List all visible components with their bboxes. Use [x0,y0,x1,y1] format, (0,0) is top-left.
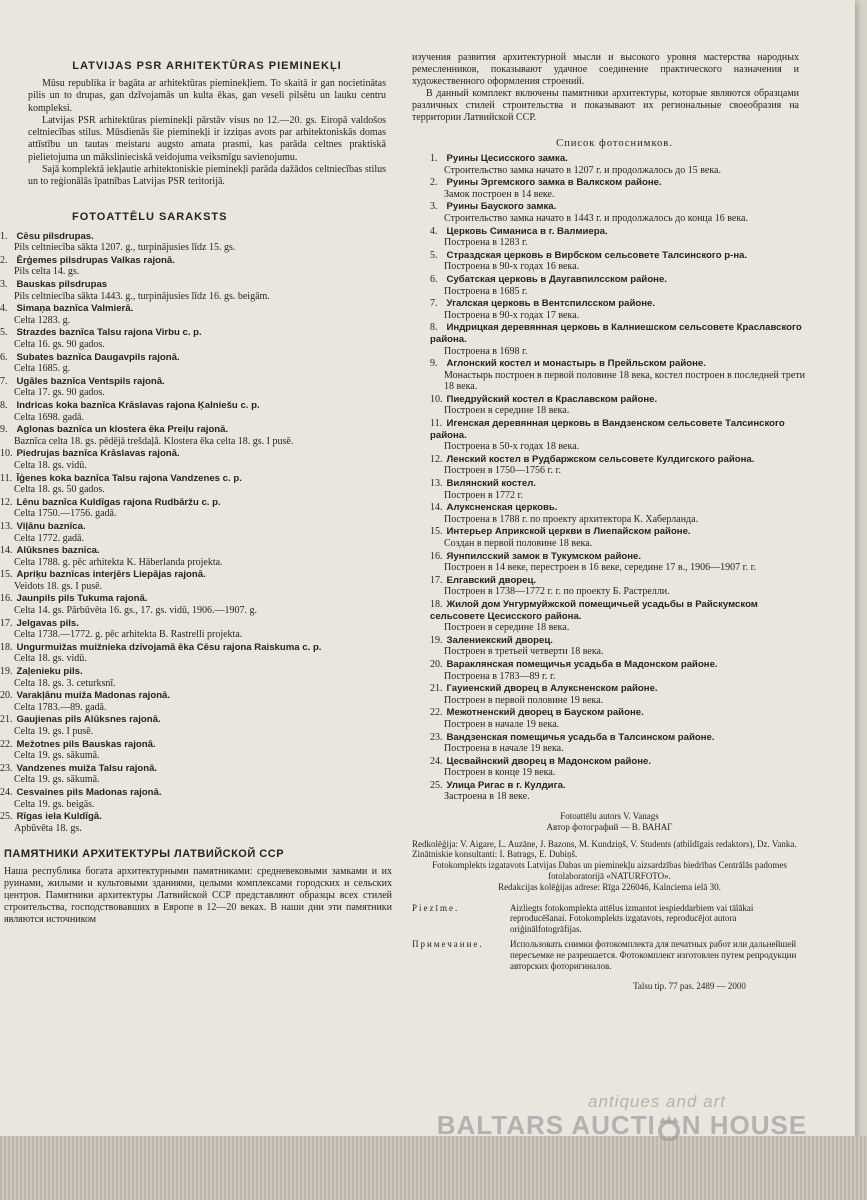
item-number: 6. [0,351,8,363]
item-description: Монастырь построен в первой половине 18 века, костел построен в последней трети 18 века. [444,369,806,393]
russian-intro [0,848,400,926]
editorial-address: Redakcijas kolēģijas adrese: Rīga 226046, Kalnciema ielā 30. [498,881,721,892]
latvian-photo-list [0,231,400,835]
list-item [430,756,807,779]
list-item [430,250,807,273]
item-title: Ugāles baznīca Ventspils rajonā. [16,375,165,387]
russian-list-heading: Список фотоснимков. [556,138,673,149]
item-description: Celta 16. gs. 90 gados. [14,339,105,351]
item-number: 23. [430,731,443,743]
list-item [430,298,807,321]
item-title: Руины Цесисского замка. [446,153,568,164]
list-item [0,473,400,496]
credits-block [412,811,807,893]
item-title: Aglonas baznīca un klostera ēka Preiļu rajonā. [16,424,229,436]
item-title: Īģenes koka baznīca Talsu rajona Vandzenes c. p. [16,472,242,484]
item-number: 25. [0,811,13,823]
latvian-heading: LATVIJAS PSR ARHITEKTŪRAS PIEMINEKĻI [72,60,342,72]
item-number: 15. [0,569,13,581]
list-item [0,666,400,689]
item-number: 25. [430,779,443,791]
left-column [0,60,400,926]
list-item [430,683,807,706]
latvian-paragraph-3: Sajā komplektā iekļautie arhitektoniskie pieminekļi parāda dažādos celtniecības stilus un to reģionālās īpatnības Latvijas PSR teritorijā. [28,164,386,188]
item-description: Celta 18. gs. vidū. [14,459,87,471]
photo-author-lv: Fotoattēlu autors V. Vanags [560,811,659,822]
item-number: 9. [0,424,8,436]
item-number: 16. [430,550,443,562]
list-item [0,327,400,350]
item-description: Создан в первой половине 18 века. [444,538,593,549]
item-title: Ungurmuižas muižnieka dzīvojamā ēka Cēsu rajona Raiskuma c. p. [16,641,322,653]
list-item [0,739,400,762]
item-description: Построен в конце 19 века. [444,767,556,779]
latvian-paragraph-1: Mūsu republika ir bagāta ar arhitektūras pieminekļiem. To skaitā ir gan nocietinātas pilis un to drupas, gan dzīvojamās un kulta ēkas, gan veseli pilsētu un lauku centru kompleksi. [28,78,386,114]
item-number: 2. [430,177,438,189]
note-text-lv: Aizliegts fotokomplekta attēlus izmantot iespieddarbiem vai tālākai reproducēšanai. Fotokomplekts izgatavots, reproducējot autora oriģinālfotogrāfijas. [510,902,754,935]
item-number: 15. [430,526,443,538]
item-description: Построен в первой половине 19 века. [444,694,604,706]
notes-block [412,903,807,972]
item-description: Celta 19. gs. I pusē. [14,726,94,738]
item-description: Построен в 1772 г. [444,489,524,501]
item-number: 17. [430,574,443,586]
list-item [0,763,400,786]
note-label-lv: Piezīme. [412,902,460,913]
item-title: Cēsu pilsdrupas. [16,230,94,242]
item-number: 12. [430,453,443,465]
item-description: Celta 1685. g. [14,363,71,375]
background-fabric [0,1136,867,1200]
item-title: Alūksnes baznīca. [16,545,100,557]
russian-heading: ПАМЯТНИКИ АРХИТЕКТУРЫ ЛАТВИЙСКОЙ ССР [4,848,285,861]
printing-imprint: Talsu tip. 77 pas. 2489 — 2000 [633,981,746,992]
item-number: 8. [430,322,438,334]
item-description: Celta 1772. gadā. [14,532,84,544]
list-item [0,400,400,423]
produced-by: Fotokomplekts izgatavots Latvijas Dabas un pieminekļu aizsardzības biedrības Centrālās padomes fotolaboratorijā «NATURFOTO». [432,860,787,882]
item-description: Pils celta 14. gs. [14,266,80,278]
item-number: 23. [0,762,13,774]
list-item [430,659,807,682]
item-title: Жилой дом Унгурмуйжской помещичьей усадьбы в Райскумском сельсовете Цесисского района. [430,598,758,622]
item-description: Построена в 1788 г. по проекту архитектора К. Хаберланда. [444,513,699,525]
item-number: 18. [0,641,13,653]
list-item [430,526,807,549]
photo-author-ru: Автор фотографий — В. ВАНАГ [546,821,673,832]
list-item [0,811,400,834]
item-number: 20. [430,658,443,670]
item-title: Simaņa baznīca Valmierā. [16,303,134,315]
item-number: 7. [0,375,8,387]
item-title: Залениекский дворец. [446,634,553,646]
item-description: Pils celtniecība sākta 1443. g., turpinājusies līdz 16. gs. beigām. [14,290,270,302]
list-item [0,497,400,520]
item-number: 19. [0,666,13,678]
list-item [430,418,807,453]
russian-paragraph-2: В данный комплект включены памятники архитектуры, которые являются образцами различных стилей строительства и показывают их региональные своеобразия на территории Латвийской ССР. [412,88,799,123]
list-item [430,153,807,176]
item-number: 1. [0,230,8,242]
item-description: Построена в 1783—89 г. г. [444,670,556,682]
item-description: Построен в 1738—1772 г. г. по проекту Б. Растрелли. [444,586,670,598]
item-number: 22. [430,707,443,719]
item-title: Игенская деревянная церковь в Вандзенском сельсовете Талсинского района. [430,418,785,441]
editorial-board: Redkolēģija: V. Aigare, L. Auzāne, J. Bazons, M. Kundziņš, V. Students (atbildīgais redaktors), Dz. Vanka. [412,838,797,849]
item-description: Застроена в 18 веке. [444,791,530,803]
item-number: 3. [430,201,438,213]
item-description: Celta 1788. g. pēc arhitekta K. Hāberlanda projekta. [14,556,223,568]
item-number: 5. [430,249,438,261]
item-description: Построена в 1283 г. [444,237,528,249]
item-title: Apriķu baznīcas interjērs Liepājas rajonā. [16,569,206,581]
list-item [0,569,400,592]
item-title: Viļānu baznīca. [16,520,86,532]
list-item [0,448,400,471]
list-item [430,502,807,525]
watermark-title-part-2: N HOUSE [681,1110,808,1140]
list-item [0,521,400,544]
list-item [430,551,807,574]
item-number: 14. [0,545,13,557]
item-description: Построена в 90-х годах 17 века. [444,309,580,321]
item-number: 20. [0,690,13,702]
item-title: Гауиенский дворец в Алуксненском районе. [446,683,658,695]
item-number: 3. [0,279,8,291]
item-title: Интерьер Априкской церкви в Лиепайском районе. [446,526,691,538]
item-title: Cesvaines pils Madonas rajonā. [16,786,162,798]
item-title: Вилянский костел. [446,478,536,490]
item-title: Gaujienas pils Alūksnes rajonā. [16,714,161,726]
item-title: Улица Ригас в г. Кулдига. [446,779,566,791]
list-item [0,690,400,713]
item-number: 10. [0,448,13,460]
item-title: Цесвайнский дворец в Мадонском районе. [446,755,652,767]
right-column [412,52,807,991]
item-number: 5. [0,327,8,339]
crown-icon [656,1113,682,1141]
list-item [430,575,807,598]
list-item [0,642,400,665]
item-description: Построен в середине 18 века. [444,405,570,417]
list-item [430,226,807,249]
item-number: 19. [430,634,443,646]
item-description: Celta 17. gs. 90 gados. [14,387,105,399]
item-title: Угалская церковь в Вентспилсском районе. [446,298,656,310]
item-title: Руины Бауского замка. [446,201,557,213]
list-item [430,201,807,224]
item-title: Ērģemes pilsdrupas Valkas rajonā. [16,254,175,266]
item-description: Построен в третьей четверти 18 века. [444,646,604,658]
item-number: 1. [430,153,438,164]
item-title: Subates baznīca Daugavpils rajonā. [16,351,180,363]
item-description: Celta 18. gs. vidū. [14,653,87,665]
item-title: Пиедруйский костел в Краславском районе. [446,393,658,405]
item-title: Jelgavas pils. [16,617,79,629]
watermark-title [372,1110,867,1141]
list-item [0,618,400,641]
list-item [430,177,807,200]
item-description: Apbūvēta 18. gs. [14,822,82,834]
item-description: Baznīca celta 18. gs. pēdējā trešdaļā. Klostera ēka celta 18. gs. I pusē. [14,435,294,447]
item-title: Межотненский дворец в Бауском районе. [446,707,644,719]
list-item [430,394,807,417]
item-number: 12. [0,496,13,508]
item-description: Построена в 1698 г. [444,345,528,357]
auction-watermark [372,1092,867,1141]
item-title: Vandzenes muiža Talsu rajonā. [16,762,158,774]
item-title: Varakļānu muiža Madonas rajonā. [16,690,171,702]
item-title: Zaļenieku pils. [16,666,83,678]
item-title: Rīgas iela Kuldīgā. [16,811,102,823]
list-item [0,352,400,375]
item-title: Strazdes baznīca Talsu rajona Virbu c. p. [16,327,202,339]
item-title: Jaunpils pils Tukuma rajonā. [16,593,148,605]
list-item [430,599,807,634]
item-title: Руины Эргемского замка в Валкском районе. [446,177,662,189]
item-number: 21. [0,714,13,726]
item-description: Строительство замка начато в 1443 г. и продолжалось до конца 16 века. [444,212,748,224]
item-number: 18. [430,598,443,610]
latvian-paragraph-2: Latvijas PSR arhitektūras pieminekļi pārstāv visus no 12.—20. gs. Eiropā valdošos celtniecības stilus. Mūsdienās šie pieminekļi ir izziņas avots par arhitektoniskās domas attīstību un tautas meistaru augsto amata prasmi, kas parāda celtnes praktiskā pielietojuma un mākslinieciskā veidojuma veiksmīgu savienojumu. [28,114,386,163]
item-description: Построен в середине 18 века. [444,622,570,634]
note-text-ru: Использовать снимки фотокомплекта для печатных работ или дальнейшей пересъемке не разрешается. Фотокомплект изготовлен путем репродукции авторских фоторигиналов. [510,939,797,971]
item-description: Celta 1283. g. [14,314,71,326]
item-number: 22. [0,738,13,750]
item-description: Celta 18. gs. 50 gados. [14,484,105,496]
item-description: Построена в начале 19 века. [444,743,564,755]
list-item [0,545,400,568]
item-number: 2. [0,254,8,266]
list-item [430,707,807,730]
list-item [0,593,400,616]
item-number: 13. [0,520,13,532]
list-item [430,322,807,357]
latvian-list-heading: FOTOATTĒLU SARAKSTS [72,210,228,223]
item-description: Построен в 14 веке, перестроен в 16 веке, середине 17 в., 1906—1907 г. г. [444,562,757,574]
item-description: Построена в 50-х годах 18 века. [444,441,580,453]
russian-paragraph-continued: изучения развития архитектурной мысли и высокого уровня мастерства народных ремесленников, показывают удачное соединение практического назначения и художественного оформления строений. [412,52,799,87]
item-title: Lēnu baznīca Kuldīgas rajona Rudbāržu c. p. [16,496,221,508]
item-title: Вандзенская помещичья усадьба в Талсинском районе. [446,731,715,743]
item-number: 24. [0,786,13,798]
scientific-consultants: Zinātniskie konsultanti: I. Batrags, E. Dubiņš. [412,849,578,860]
item-description: Построена в 90-х годах 16 века. [444,261,580,273]
item-title: Страздская церковь в Вирбском сельсовете Талсинского р-на. [446,249,748,261]
item-title: Аглонский костел и монастырь в Прейльском районе. [446,358,706,370]
item-description: Celta 19. gs. sākumā. [14,774,100,786]
item-number: 13. [430,478,443,490]
list-item [430,635,807,658]
item-number: 7. [430,298,438,310]
item-number: 4. [0,303,8,315]
russian-photo-list [412,153,807,803]
item-number: 24. [430,755,443,767]
watermark-tagline: antiques and art [588,1092,726,1111]
item-title: Indricas koka baznīca Krāslavas rajona Ķalniešu c. p. [16,399,260,411]
item-description: Построена в 1685 г. [444,285,528,297]
item-title: Алуксненская церковь. [446,502,558,514]
item-description: Построен в 1750—1756 г. г. [444,465,561,477]
list-item [430,454,807,477]
item-description: Celta 14. gs. Pārbūvēta 16. gs., 17. gs. vidū, 1906.—1907. g. [14,605,258,617]
item-description: Pils celtniecība sākta 1207. g., turpinājusies līdz 15. gs. [14,242,236,254]
item-number: 6. [430,273,438,285]
list-item [430,780,807,803]
item-title: Яунпилсский замок в Тукумском районе. [446,550,642,562]
item-title: Piedrujas baznīca Krāslavas rajonā. [16,448,180,460]
item-title: Вараклянская помещичья усадьба в Мадонском районе. [446,658,718,670]
item-description: Замок построен в 14 веке. [444,188,555,200]
list-item [0,303,400,326]
item-number: 9. [430,358,438,370]
item-title: Елгавский дворец. [446,574,537,586]
list-item [0,424,400,447]
item-description: Строительство замка начато в 1207 г. и продолжалось до 15 века. [444,164,721,176]
item-title: Индрицкая деревянная церковь в Калниешском сельсовете Краславского района. [430,322,802,345]
list-item [430,358,807,393]
list-item [0,255,400,278]
russian-paragraph-1: Наша республика богата архитектурными памятниками: средневековыми замками и их руинами, жилыми и культовыми зданиями, целыми комплексами городских и сельских центров. Памятники архитектуры Латвийской ССР представляют образцы всех стилей строительства, господствовавших в Европе в 12—20 веках. В наши дни эти памятники являются источником [4,866,392,926]
item-description: Celta 1750.—1756. gadā. [14,508,117,520]
item-title: Mežotnes pils Bauskas rajonā. [16,738,156,750]
note-label-ru: Примечание. [412,939,484,950]
item-number: 21. [430,683,443,695]
latvian-intro [0,60,400,189]
item-title: Bauskas pilsdrupas [16,279,108,291]
list-item [430,732,807,755]
item-number: 8. [0,399,8,411]
list-item [0,714,400,737]
item-description: Построен в начале 19 века. [444,718,560,730]
item-description: Celta 1783.—89. gadā. [14,701,107,713]
list-item [430,478,807,501]
item-number: 16. [0,593,13,605]
item-description: Veidots 18. gs. I pusē. [14,580,103,592]
item-title: Церковь Симаниса в г. Валмиера. [446,225,608,237]
list-item [0,279,400,302]
list-item [430,274,807,297]
item-number: 17. [0,617,13,629]
item-title: Ленский костел в Рудбаржском сельсовете Кулдигского района. [446,453,755,465]
item-description: Celta 19. gs. beigās. [14,798,95,810]
watermark-title-part-1: BALTARS AUCTI [436,1110,656,1140]
item-description: Celta 1738.—1772. g. pēc arhitekta B. Rastrelli projekta. [14,629,243,641]
item-number: 11. [0,472,13,484]
list-item [0,787,400,810]
list-item [0,376,400,399]
item-description: Celta 18. gs. 3. ceturksnī. [14,677,116,689]
item-number: 4. [430,225,438,237]
item-title: Субатская церковь в Даугавпилсском районе. [446,273,667,285]
item-description: Celta 1698. gadā. [14,411,84,423]
item-description: Celta 19. gs. sākumā. [14,750,100,762]
item-number: 14. [430,502,443,514]
item-number: 10. [430,393,443,405]
item-number: 11. [430,418,443,430]
list-item [0,231,400,254]
